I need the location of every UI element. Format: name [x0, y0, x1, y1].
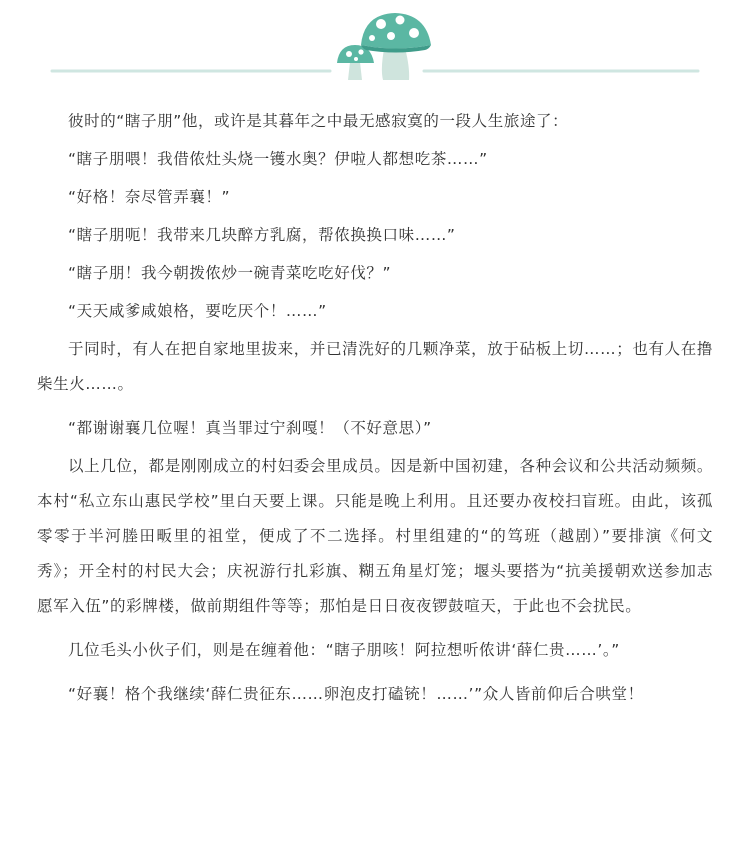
dialogue-line: “瞎子朋呃！我带来几块醉方乳腐，帮侬换换口味……” — [68, 226, 456, 244]
paragraph-intro: 彼时的“瞎子朋”他，或许是其暮年之中最无感寂寞的一段人生旅途了： — [68, 112, 569, 130]
dialogue-line: “都谢谢襄几位喔！真当罪过宁刹嘎！（不好意思）” — [68, 419, 432, 437]
dialogue-line: “天天咸爹咸娘格，要吃厌个！……” — [68, 302, 327, 320]
paragraph-narration: 几位毛头小伙子们，则是在缠着他：“瞎子朋咳！阿拉想听侬讲‘薛仁贵……’。” — [68, 641, 620, 659]
dialogue-line: “好格！奈尽管弄襄！” — [68, 188, 231, 206]
paragraph-narration: 以上几位，都是刚刚成立的村妇委会里成员。因是新中国初建，各种会议和公共活动频频。本村“私立东山惠民学校”里白天要上课。只能是晚上利用。且还要办夜校扫盲班。由此，该孤零零于半河塍田畈里的祖堂，便成了不二选择。村里组建的“的笃班（越剧）”要排演《何文秀》；开全村的村民大会；庆祝游行扎彩旗、糊五角星灯笼；堰头要搭为“抗美援朝欢送参加志愿军入伍”的彩牌楼，做前期组件等等；那怕是日日夜夜锣鼓喧天，于此也不会扰民。 — [37, 457, 713, 615]
paragraph-narration: 于同时，有人在把自家地里拔来，并已清洗好的几颗净菜，放于砧板上切……；也有人在撸柴生火……。 — [37, 340, 713, 393]
dialogue-line: “瞎子朋喂！我借侬灶头烧一镬水奥？伊啦人都想吃茶……” — [68, 150, 488, 168]
article-body — [37, 104, 713, 712]
dialogue-line: “好襄！格个我继续‘薛仁贵征东……卵泡皮打磕铳！……’”众人皆前仰后合哄堂！ — [68, 685, 644, 703]
mushroom-divider — [0, 0, 730, 92]
dialogue-line: “瞎子朋！我今朝拨侬炒一碗青菜吃吃好伐？” — [68, 264, 392, 282]
header-decoration — [0, 0, 730, 92]
mushroom-icon — [337, 13, 431, 80]
